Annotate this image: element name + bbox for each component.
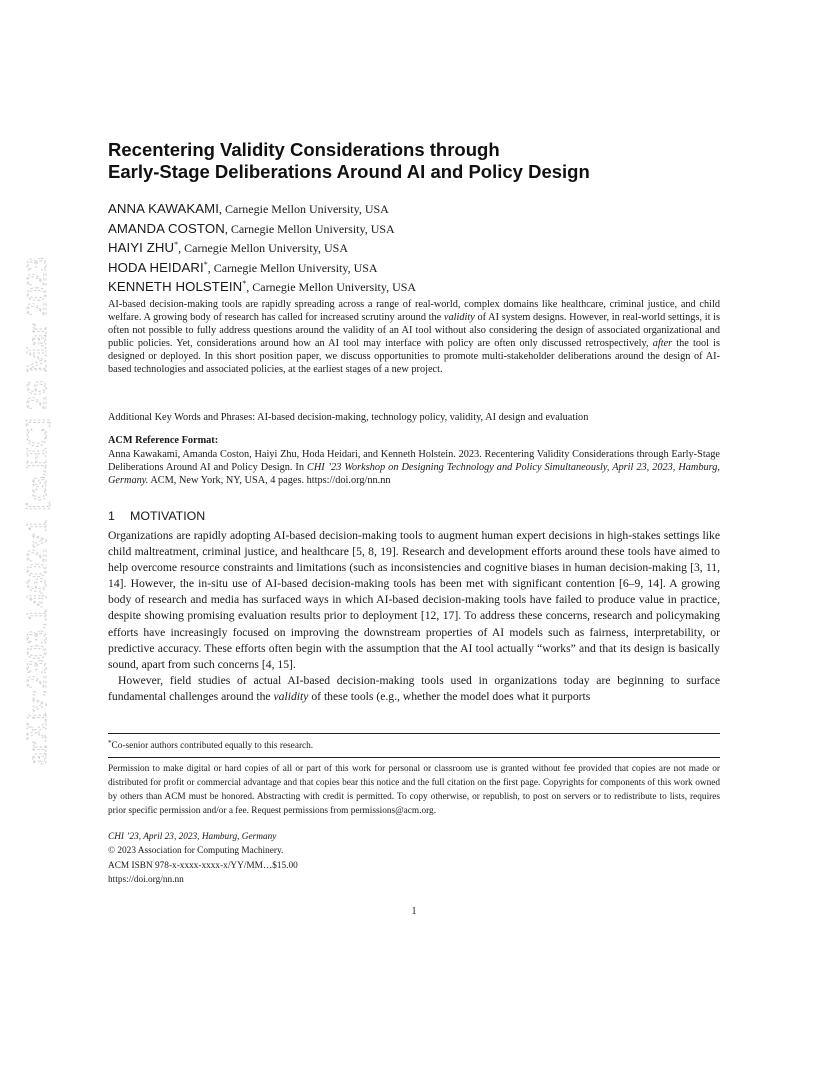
footnote: [108, 737, 720, 752]
footnote-mark: *: [108, 739, 112, 747]
author-affiliation: , Carnegie Mellon University, USA: [224, 221, 395, 236]
author-affiliation: , Carnegie Mellon University, USA: [207, 260, 378, 275]
author-name: KENNETH HOLSTEIN: [108, 279, 243, 294]
paragraph-text: of these tools (e.g., whether the model does what it purports: [308, 689, 591, 703]
keywords: Additional Key Words and Phrases: AI-based decision-making, technology policy, validity, AI design and evaluation: [108, 412, 589, 423]
paper-page: [108, 0, 720, 1072]
doi-line: https://doi.org/nn.nn: [108, 875, 184, 886]
arxiv-stamp: [6, 0, 60, 1072]
paper-title-line-1: Recentering Validity Considerations through: [108, 139, 500, 160]
acm-reference-text: [108, 448, 720, 488]
acm-reference-heading: ACM Reference Format:: [108, 435, 219, 446]
body-paragraph: Organizations are rapidly adopting AI-based decision-making tools to augment human expert decisions in high-stakes settings like child maltreatment, criminal justice, and healthcare [5, 8, 19]. Research and development efforts around these tools have aimed to help overcome resource constraints and limitations (such as inconsistencies and cognitive biases in human decision-making [3, 11, 14]. However, the in-situ use of AI-based decision-making tools has been met with significant contention [6–9, 14]. A growing body of research and media has surfaced ways in which AI-based decision-making tools have failed to produce value in practice, despite showing promising evaluation results prior to deployment [12, 17]. To address these concerns, research and policymaking efforts have increasingly focused on improving the downstream properties of AI models such as fairness, interpretability, or predictive accuracy. These efforts often begin with the assumption that the AI tool actually “works” and that its design is basically sound, apart from such concerns [4, 15].: [108, 529, 720, 671]
footnote-divider: [108, 733, 720, 734]
author-entry: [108, 216, 720, 236]
isbn-line: ACM ISBN 978-x-xxxx-xxxx-x/YY/MM…$15.00: [108, 860, 298, 871]
permission-notice: Permission to make digital or hard copies of all or part of this work for personal or classroom use is granted without fee provided that copies are not made or distributed for profit or commercial advantage and that copies bear this notice and the full citation on the first page. Copyrights for components of this work owned by others than ACM must be honored. Abstracting with credit is permitted. To copy otherwise, or republish, to post on servers or to redistribute to lists, requires prior specific permission and/or a fee. Request permissions from permissions@acm.org.: [108, 764, 720, 817]
copyright-line: © 2023 Association for Computing Machinery.: [108, 846, 284, 857]
permission-divider: [108, 757, 720, 758]
acm-reference-format: [108, 434, 720, 488]
author-entry: [108, 255, 720, 275]
body-paragraph: [108, 673, 720, 705]
section-heading: [108, 509, 205, 524]
author-list: [108, 196, 720, 294]
author-entry: [108, 196, 720, 216]
author-affiliation: , Carnegie Mellon University, USA: [178, 241, 348, 255]
publication-venue: [108, 830, 720, 844]
footnote-text: Co-senior authors contributed equally to this research.: [111, 741, 314, 751]
author-mark: *: [174, 240, 179, 249]
section-title: MOTIVATION: [130, 509, 206, 523]
paper-title-line-2: Early-Stage Deliberations Around AI and Policy Design: [108, 161, 590, 182]
reference-text: ACM, New York, NY, USA, 4 pages. https://doi.org/nn.nn: [148, 475, 391, 487]
paragraph-text: However, field studies of actual AI-based decision-making tools used in organizations today are beginning to surface fundamental challenges around the: [108, 673, 720, 703]
publication-info: [108, 830, 720, 888]
author-entry: [108, 235, 720, 255]
author-entry: [108, 274, 720, 294]
author-name: ANNA KAWAKAMI: [108, 201, 219, 216]
section-body: [108, 528, 720, 705]
paragraph-emphasis: validity: [273, 689, 309, 703]
abstract-text: the tool is designed or deployed. In this short position paper, we discuss opportunities to promote multi-stakeholder deliberations around the design of AI-based technologies and associated policies, at the earliest stages of a new project.: [108, 337, 720, 375]
author-name: HAIYI ZHU: [108, 240, 175, 255]
abstract-emphasis: after: [652, 337, 673, 349]
arxiv-stamp-text: arXiv:2303.14602v1 [cs.HC] 26 Mar 2023: [21, 268, 53, 765]
author-affiliation: , Carnegie Mellon University, USA: [218, 202, 389, 216]
abstract-text: AI-based decision-making tools are rapidly spreading across a range of real-world, complex domains like healthcare, criminal justice, and child welfare. A growing body of research has called for increased scrutiny around the: [108, 299, 720, 323]
section-number: 1: [108, 509, 115, 523]
paper-title: [108, 139, 720, 183]
abstract-emphasis: validity: [443, 311, 475, 323]
author-mark: *: [203, 259, 208, 269]
author-affiliation: , Carnegie Mellon University, USA: [246, 280, 417, 294]
author-name: HODA HEIDARI: [108, 259, 204, 275]
publication-venue-text: CHI ’23, April 23, 2023, Hamburg, Germany: [108, 832, 277, 842]
author-name: AMANDA COSTON: [108, 220, 225, 236]
reference-venue: CHI ’23 Workshop on Designing Technology and Policy Simultaneously, April 23, 2023, Hamburg, Germany.: [108, 462, 721, 487]
reference-text: Anna Kawakami, Amanda Coston, Haiyi Zhu, Hoda Heidari, and Kenneth Holstein. 2023. Recentering Validity Considerations through Early-Stage Deliberations Around AI and Policy Design. In: [108, 449, 720, 474]
author-mark: *: [242, 279, 247, 288]
abstract-text: of AI system designs. However, in real-world settings, it is often not possible to fully address questions around the validity of an AI tool without also considering the design of associated organizational and public policies. Yet, considerations around how an AI tool may interface with policy are often only discussed retrospectively,: [108, 311, 720, 349]
page-number: 1: [411, 906, 417, 917]
abstract: [108, 299, 720, 376]
